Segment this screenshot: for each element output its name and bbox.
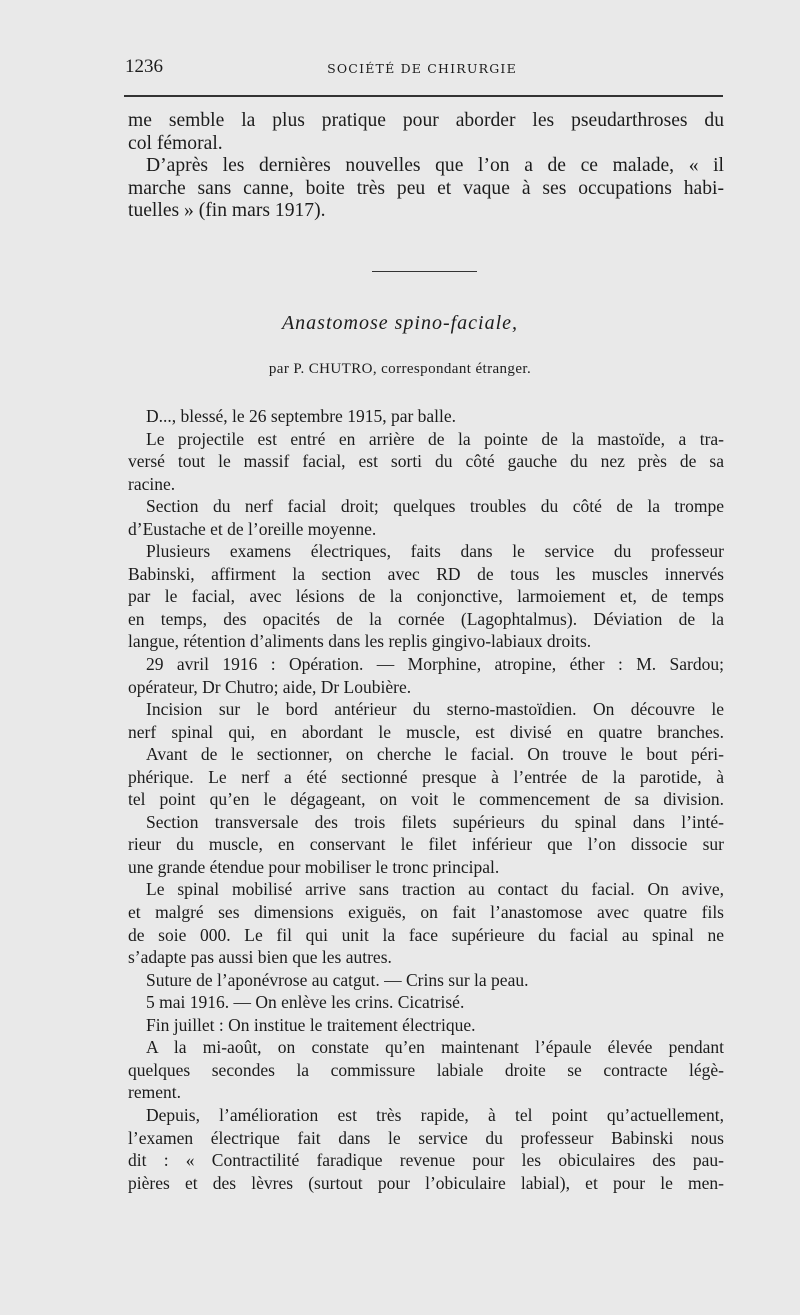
text-line: et malgré ses dimensions exiguës, on fait l’anastomose avec quatre fils	[128, 902, 724, 923]
header-rule	[124, 95, 723, 97]
text-line: versé tout le massif facial, est sorti du côté gauche du nez près de sa	[128, 451, 724, 472]
article-byline: par P. CHUTRO, correspondant étranger.	[268, 361, 532, 377]
section-separator	[372, 271, 477, 272]
page-number: 1236	[125, 56, 163, 77]
text-line: Section du nerf facial droit; quelques troubles du côté de la trompe	[146, 496, 724, 517]
text-line: opérateur, Dr Chutro; aide, Dr Loubière.	[128, 676, 412, 697]
page-header	[120, 56, 724, 82]
text-line: nerf spinal qui, en abordant le muscle, est divisé en quatre branches.	[128, 721, 724, 742]
text-line: par le facial, avec lésions de la conjonctive, larmoiement et, de temps	[128, 586, 724, 607]
text-line: Fin juillet : On institue le traitement électrique.	[146, 1014, 476, 1035]
text-line: dit : « Contractilité faradique revenue pour les obiculaires des pau-	[128, 1150, 724, 1171]
text-line: 5 mai 1916. — On enlève les crins. Cicatrisé.	[146, 992, 465, 1013]
article-title: Anastomose spino-faciale,	[281, 312, 519, 334]
text-line: Plusieurs examens électriques, faits dans le service du professeur	[146, 541, 724, 562]
text-line: quelques secondes la commissure labiale droite se contracte légè-	[128, 1059, 724, 1080]
text-line: racine.	[128, 473, 176, 494]
text-line: rement.	[128, 1082, 181, 1103]
text-line: marche sans canne, boite très peu et vaque à ses occupations habi-	[128, 177, 724, 199]
text-line: me semble la plus pratique pour aborder les pseudarthroses du	[128, 110, 724, 131]
text-line: Section transversale des trois filets supérieurs du spinal dans l’inté-	[146, 811, 724, 832]
text-line: Incision sur le bord antérieur du sterno-mastoïdien. On découvre le	[146, 699, 724, 720]
text-line: Avant de le sectionner, on cherche le facial. On trouve le bout péri-	[146, 744, 724, 765]
text-line: de soie 000. Le fil qui unit la face supérieure du facial au spinal ne	[128, 924, 724, 945]
text-line: l’examen électrique fait dans le service du professeur Babinski nous	[128, 1127, 724, 1148]
text-line: d’Eustache et de l’oreille moyenne.	[128, 518, 377, 539]
text-line: s’adapte pas aussi bien que les autres.	[128, 947, 392, 968]
text-line: tuelles » (fin mars 1917).	[128, 200, 326, 221]
text-line: langue, rétention d’aliments dans les replis gingivo-labiaux droits.	[128, 631, 592, 652]
text-line: pières et des lèvres (surtout pour l’obiculaire labial), et pour le men-	[128, 1172, 724, 1193]
text-line: en temps, des opacités de la cornée (Lagophtalmus). Déviation de la	[128, 608, 724, 629]
text-line: D..., blessé, le 26 septembre 1915, par balle.	[146, 406, 457, 426]
text-line: D’après les dernières nouvelles que l’on a de ce malade, « il	[146, 155, 724, 176]
case-report-text	[128, 405, 724, 1194]
text-line: Le spinal mobilisé arrive sans traction au contact du facial. On avive,	[146, 879, 724, 900]
text-line: A la mi-août, on constate qu’en maintenant l’épaule élevée pendant	[146, 1037, 724, 1058]
text-line: col fémoral.	[128, 132, 223, 154]
text-line: 29 avril 1916 : Opération. — Morphine, atropine, éther : M. Sardou;	[146, 654, 724, 675]
text-line: phérique. Le nerf a été sectionné presque à l’entrée de la parotide, à	[128, 766, 724, 787]
text-line: rieur du muscle, en conservant le filet inférieur que l’on dissocie sur	[128, 834, 724, 855]
text-line: tel point qu’en le dégageant, on voit le commencement de sa division.	[128, 789, 724, 810]
text-line: Suture de l’aponévrose au catgut. — Crins sur la peau.	[146, 969, 529, 990]
previous-article-text	[128, 110, 724, 223]
text-line: une grande étendue pour mobiliser le tronc principal.	[128, 856, 500, 877]
text-line: Le projectile est entré en arrière de la pointe de la mastoïde, a tra-	[146, 428, 724, 449]
running-head: SOCIÉTÉ DE CHIRURGIE	[327, 61, 517, 76]
text-line: Depuis, l’amélioration est très rapide, à tel point qu’actuellement,	[146, 1104, 724, 1125]
text-line: Babinski, affirment la section avec RD de tous les muscles innervés	[128, 563, 724, 584]
